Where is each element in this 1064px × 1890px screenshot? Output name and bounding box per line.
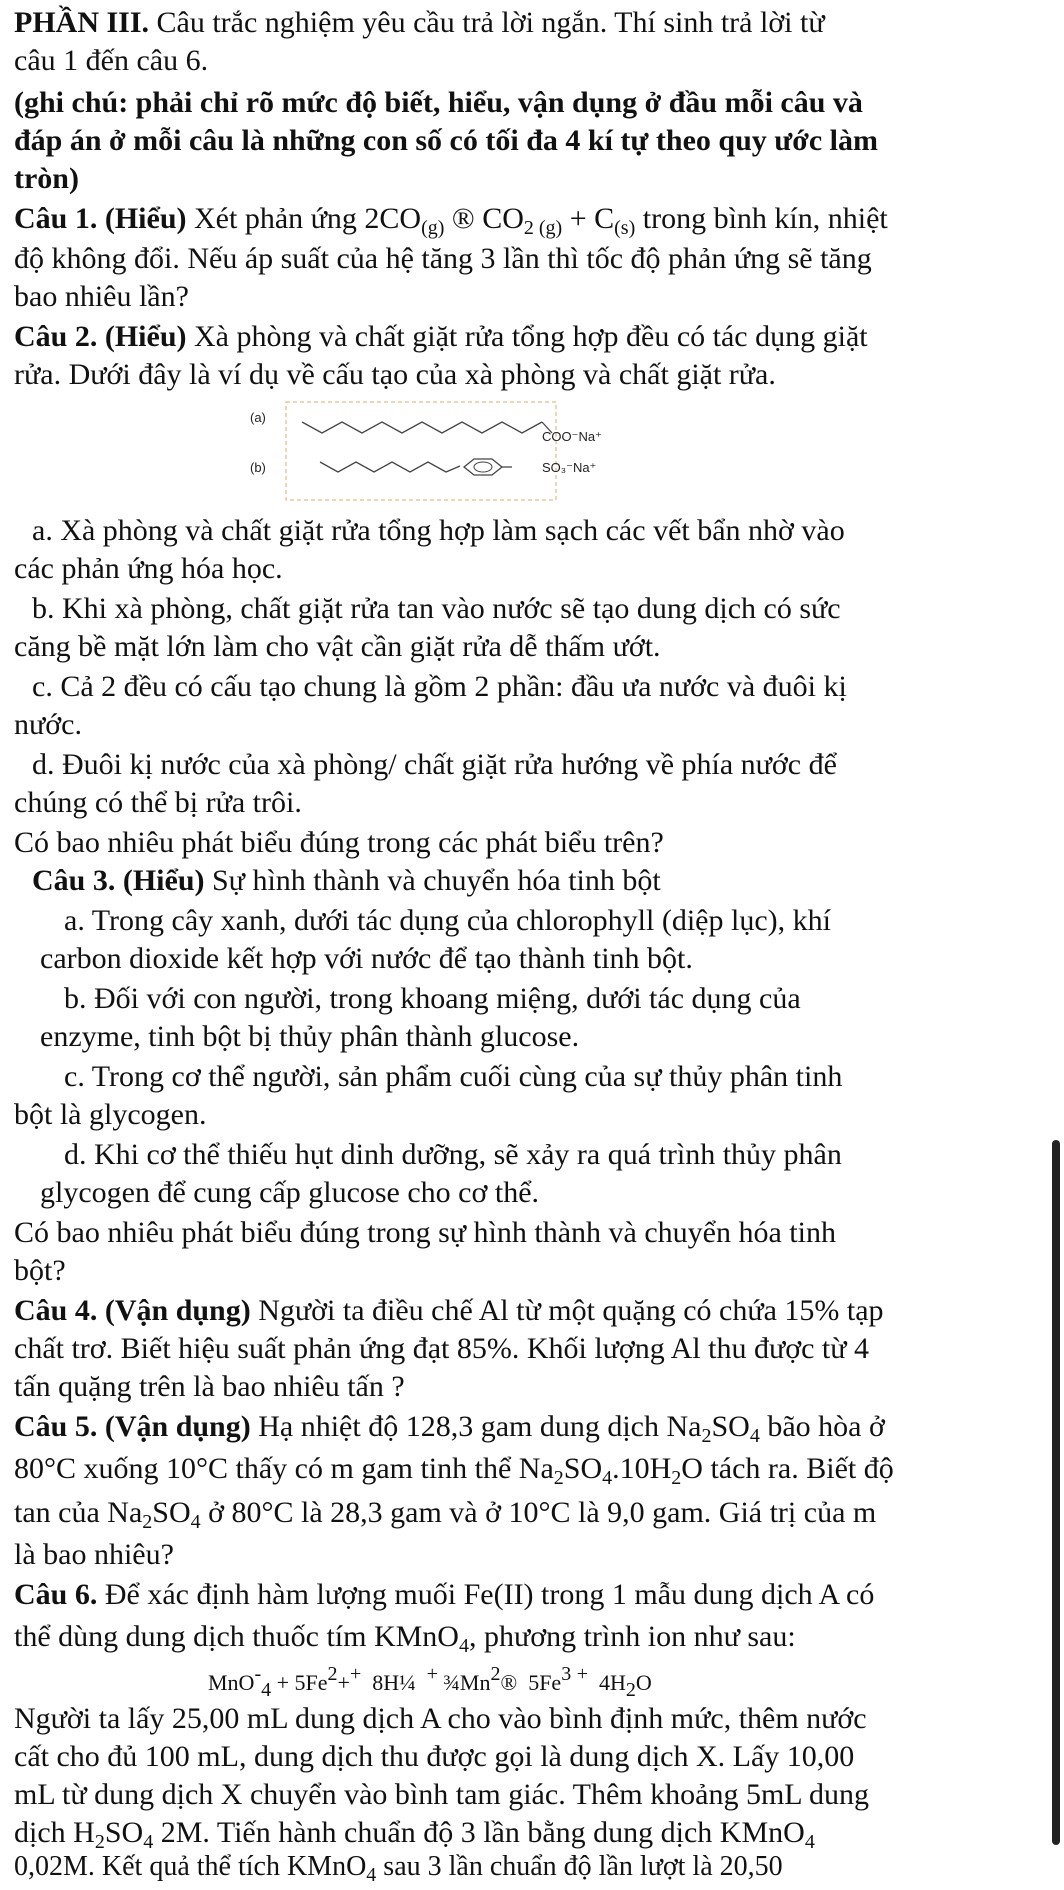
q2-option-a-2: các phản ứng hóa học.	[14, 552, 283, 585]
q2-option-d-2: chúng có thể bị rửa trôi.	[14, 786, 302, 819]
q5-line-2: 80°C xuống 10°C thấy có m gam tinh thể $Na_2SO_4.10H_2O$ tách ra. Biết độ	[14, 1452, 894, 1489]
soap-head-group: COO⁻Na⁺	[542, 429, 602, 444]
note-line-2: đáp án ở mỗi câu là những con số có tối đa 4 kí tự theo quy ước làm	[14, 124, 879, 157]
q6-line-4: cất cho đủ 100 mL, dung dịch thu được gọi là dung dịch X. Lấy 10,00	[14, 1740, 855, 1773]
q6-line-6: dịch $H_2SO_4$ 2M. Tiến hành chuẩn độ 3 lần bằng dung dịch KMnO$_4$	[14, 1816, 815, 1853]
q2-option-c-2: nước.	[14, 708, 82, 741]
q5-line-1: Câu 5. (Vận dụng) Hạ nhiệt độ 128,3 gam dung dịch $Na_2SO_4$ bão hòa ở	[14, 1410, 885, 1447]
q4-line-1: Câu 4. (Vận dụng) Người ta điều chế Al từ một quặng có chứa 15% tạp	[14, 1294, 884, 1327]
note-line-1: (ghi chú: phải chỉ rõ mức độ biết, hiểu, vận dụng ở đầu mỗi câu và	[14, 86, 863, 119]
q3-option-b-1: b. Đối với con người, trong khoang miệng, dưới tác dụng của	[64, 982, 801, 1015]
q3-option-a-1: a. Trong cây xanh, dưới tác dụng của chlorophyll (diệp lục), khí	[64, 904, 831, 937]
benzene-ring-icon	[464, 459, 502, 475]
q1-line-2: độ không đổi. Nếu áp suất của hệ tăng 3 lần thì tốc độ phản ứng sẽ tăng	[14, 242, 872, 275]
q4-line-2: chất trơ. Biết hiệu suất phản ứng đạt 85%. Khối lượng Al thu được từ 4	[14, 1332, 870, 1365]
q5-line-4: là bao nhiêu?	[14, 1538, 174, 1571]
q2-line-1: Câu 2. (Hiểu) Xà phòng và chất giặt rửa tổng hợp đều có tác dụng giặt	[14, 320, 868, 353]
q2-option-a-1: a. Xà phòng và chất giặt rửa tổng hợp làm sạch các vết bẩn nhờ vào	[32, 514, 845, 547]
detergent-hydrocarbon-tail	[320, 462, 460, 472]
q6-line-5: mL từ dung dịch X chuyển vào bình tam giác. Thêm khoảng 5mL dung	[14, 1778, 869, 1811]
soap-hydrocarbon-tail	[302, 422, 542, 433]
q5-line-3: tan của $Na_2SO_4$ ở 80°C là 28,3 gam và ở 10°C là 9,0 gam. Giá trị của m	[14, 1496, 877, 1533]
q3-option-d-2: glycogen để cung cấp glucose cho cơ thể.	[40, 1176, 540, 1209]
diagram-label-a: (a)	[250, 410, 266, 425]
detergent-head-group: SO₃⁻Na⁺	[542, 460, 597, 475]
q3-option-d-1: d. Khi cơ thể thiếu hụt dinh dưỡng, sẽ xảy ra quá trình thủy phân	[64, 1138, 842, 1171]
diagram-frame	[286, 402, 556, 500]
q2-option-b-2: căng bề mặt lớn làm cho vật cần giặt rửa dễ thấm ướt.	[14, 630, 661, 663]
q2-option-c-1: c. Cả 2 đều có cấu tạo chung là gồm 2 phần: đầu ưa nước và đuôi kị	[32, 670, 847, 703]
q6-line-7: 0,02M. Kết quả thể tích KMnO$_4$ sau 3 lần chuẩn độ lần lượt là 20,50	[14, 1851, 783, 1886]
q6-ion-equation: $MnO^-_4 + 5Fe^2+^+$ 8H¼ + ¾Mn$^2$® 5Fe$^3$ + $4H_2O$	[208, 1663, 652, 1701]
q3-title: Câu 3. (Hiểu) Sự hình thành và chuyển hóa tinh bột	[32, 864, 661, 897]
q1-line-1: Câu 1. (Hiểu) Xét phản ứng $2CO_{(g)}$ ® $CO_{2 (g)} + C_{(s)}$ trong bình kín, nhiệt	[14, 202, 888, 239]
part-heading: PHẦN III. Câu trắc nghiệm yêu cầu trả lời ngắn. Thí sinh trả lời từ	[14, 6, 825, 39]
q3-option-c-1: c. Trong cơ thể người, sản phẩm cuối cùng của sự thủy phân tinh	[64, 1060, 843, 1093]
q4-line-3: tấn quặng trên là bao nhiêu tấn ?	[14, 1370, 405, 1403]
q6-line-1: Câu 6. Để xác định hàm lượng muối Fe(II) trong 1 mẫu dung dịch A có	[14, 1578, 875, 1611]
scrollbar[interactable]	[1052, 1140, 1060, 1845]
q2-option-b-1: b. Khi xà phòng, chất giặt rửa tan vào nước sẽ tạo dung dịch có sức	[32, 592, 841, 625]
note-line-3: tròn)	[14, 162, 79, 195]
q3-question-2: bột?	[14, 1254, 66, 1287]
q2-option-d-1: d. Đuôi kị nước của xà phòng/ chất giặt rửa hướng về phía nước để	[32, 748, 837, 781]
q2-question: Có bao nhiêu phát biểu đúng trong các phát biểu trên?	[14, 826, 664, 859]
q3-option-b-2: enzyme, tinh bột bị thủy phân thành glucose.	[40, 1020, 580, 1053]
q3-option-c-2: bột là glycogen.	[14, 1098, 207, 1131]
q6-line-2: thể dùng dung dịch thuốc tím KMnO$_4$, phương trình ion như sau:	[14, 1620, 796, 1657]
diagram-label-b: (b)	[250, 460, 266, 475]
q1-line-3: bao nhiêu lần?	[14, 280, 189, 313]
q6-line-3: Người ta lấy 25,00 mL dung dịch A cho vào bình định mức, thêm nước	[14, 1702, 867, 1735]
q3-option-a-2: carbon dioxide kết hợp với nước để tạo thành tinh bột.	[40, 942, 693, 975]
surfactant-structure-diagram	[240, 400, 670, 510]
q1-reaction: $2CO_{(g)}$ ® $CO_{2 (g)} + C_{(s)}$	[364, 202, 636, 239]
q2-line-2: rửa. Dưới đây là ví dụ về cấu tạo của xà phòng và chất giặt rửa.	[14, 358, 776, 391]
q3-question-1: Có bao nhiêu phát biểu đúng trong sự hình thành và chuyển hóa tinh	[14, 1216, 836, 1249]
part-heading-cont: câu 1 đến câu 6.	[14, 44, 209, 77]
